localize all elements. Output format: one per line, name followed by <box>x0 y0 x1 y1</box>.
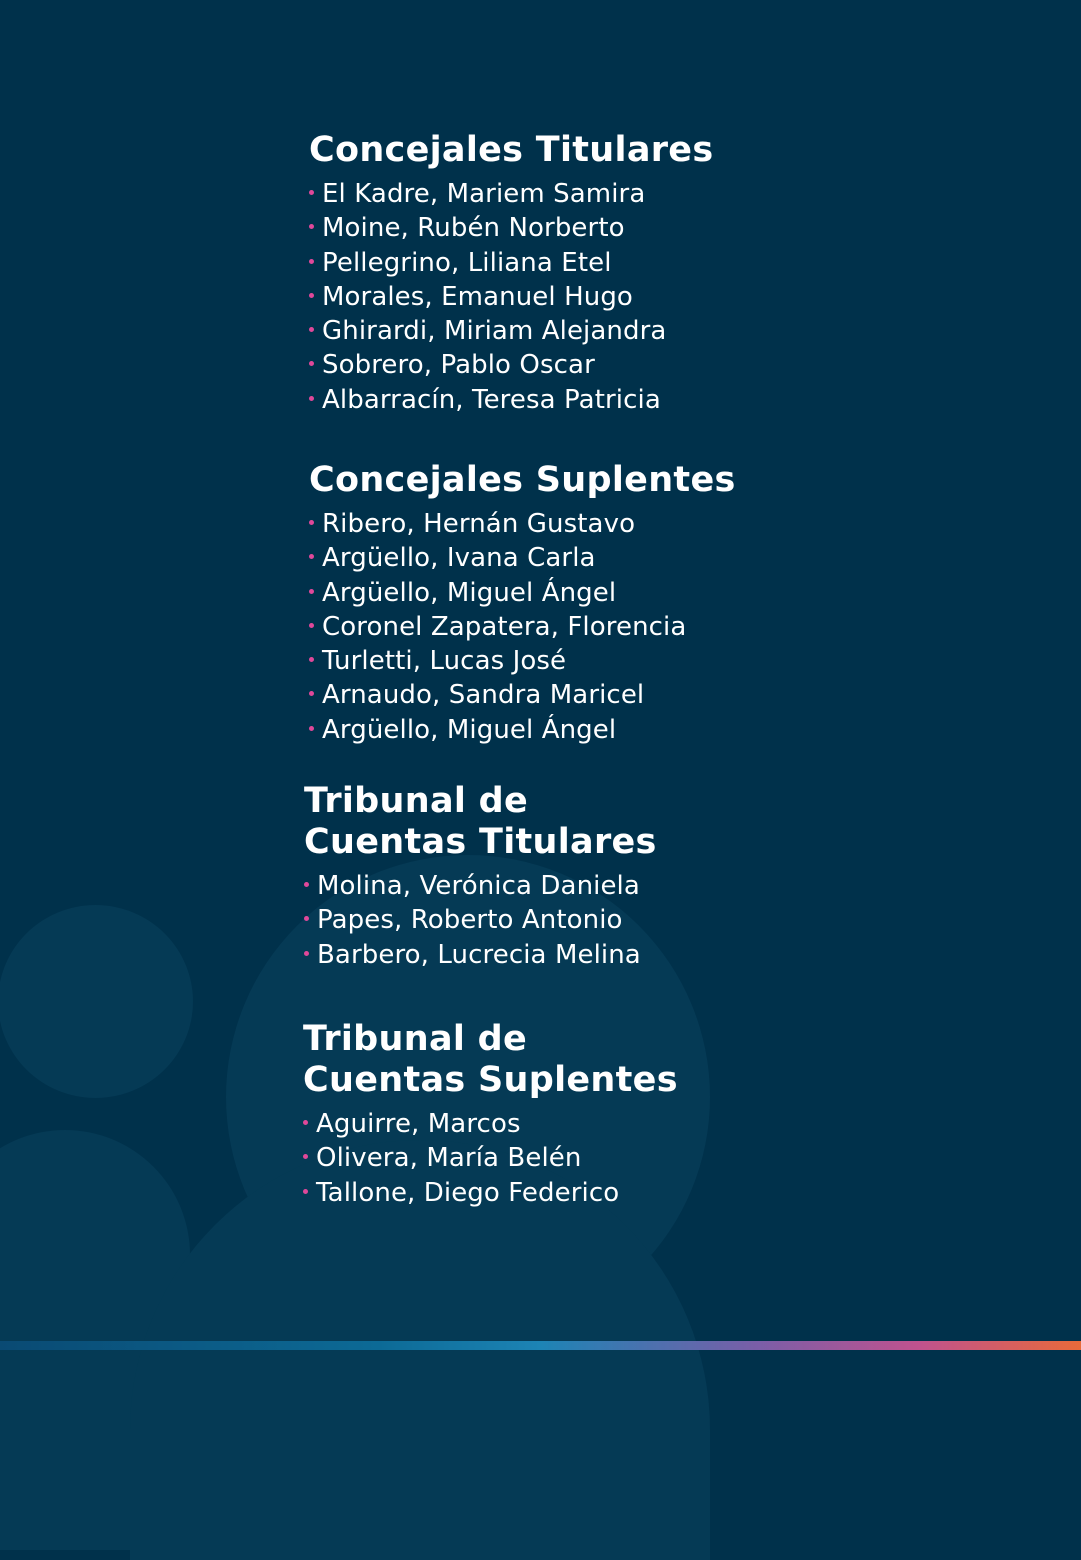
list-item: Sobrero, Pablo Oscar <box>309 348 713 382</box>
bullet-icon <box>309 396 314 401</box>
list-item: Tallone, Diego Federico <box>303 1176 678 1210</box>
list-item: Argüello, Ivana Carla <box>309 541 736 575</box>
list-item: Molina, Verónica Daniela <box>304 869 657 903</box>
section-tribunal-cuentas-titulares <box>304 781 657 972</box>
bullet-icon <box>309 726 314 731</box>
bullet-icon <box>303 1120 308 1125</box>
section-title: Tribunal de Cuentas Titulares <box>304 781 657 862</box>
list-item: Morales, Emanuel Hugo <box>309 280 713 314</box>
name-list <box>303 1107 678 1210</box>
list-item: Pellegrino, Liliana Etel <box>309 246 713 280</box>
bullet-icon <box>309 259 314 264</box>
list-item: Olivera, María Belén <box>303 1141 678 1175</box>
bullet-icon <box>309 691 314 696</box>
bullet-icon <box>303 1189 308 1194</box>
list-item: Arnaudo, Sandra Maricel <box>309 678 736 712</box>
list-item: Moine, Rubén Norberto <box>309 211 713 245</box>
list-item: Turletti, Lucas José <box>309 644 736 678</box>
bullet-icon <box>304 951 309 956</box>
section-concejales-suplentes <box>309 460 736 747</box>
list-item: Ghirardi, Miriam Alejandra <box>309 314 713 348</box>
gradient-bottom-bar <box>0 1341 1081 1350</box>
list-item: Albarracín, Teresa Patricia <box>309 383 713 417</box>
list-item: Barbero, Lucrecia Melina <box>304 938 657 972</box>
bullet-icon <box>304 916 309 921</box>
name-list <box>304 869 657 972</box>
bullet-icon <box>309 554 314 559</box>
list-item: Papes, Roberto Antonio <box>304 903 657 937</box>
section-concejales-titulares <box>309 130 713 417</box>
bullet-icon <box>309 623 314 628</box>
bullet-icon <box>309 327 314 332</box>
section-tribunal-cuentas-suplentes <box>303 1019 678 1210</box>
list-item: El Kadre, Mariem Samira <box>309 177 713 211</box>
section-title: Concejales Suplentes <box>309 460 736 500</box>
list-item: Ribero, Hernán Gustavo <box>309 507 736 541</box>
bullet-icon <box>303 1154 308 1159</box>
bullet-icon <box>309 224 314 229</box>
bullet-icon <box>309 293 314 298</box>
bullet-icon <box>309 589 314 594</box>
list-item: Coronel Zapatera, Florencia <box>309 610 736 644</box>
background-person-head-left <box>0 905 193 1098</box>
bullet-icon <box>304 882 309 887</box>
bullet-icon <box>309 520 314 525</box>
list-item: Aguirre, Marcos <box>303 1107 678 1141</box>
name-list <box>309 507 736 747</box>
section-title: Tribunal de Cuentas Suplentes <box>303 1019 678 1100</box>
bullet-icon <box>309 657 314 662</box>
bullet-icon <box>309 190 314 195</box>
list-item: Argüello, Miguel Ángel <box>309 576 736 610</box>
bullet-icon <box>309 361 314 366</box>
list-item: Argüello, Miguel Ángel <box>309 713 736 747</box>
section-title: Concejales Titulares <box>309 130 714 170</box>
name-list <box>309 177 713 417</box>
